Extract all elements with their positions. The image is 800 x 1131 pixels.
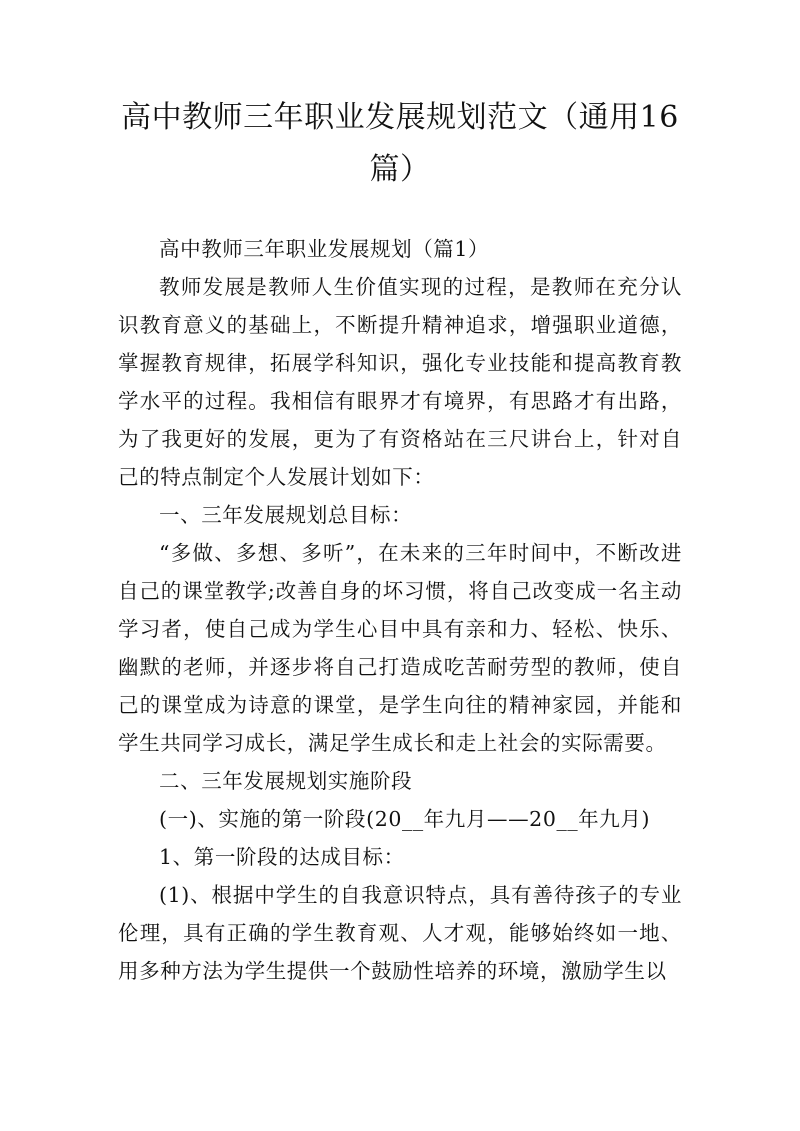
first-stage-goal-item-1: (1)、根据中学生的自我意识特点，具有善待孩子的专业伦理，具有正确的学生教育观、人才观，能够始终如一地、用多种方法为学生提供一个鼓励性培养的环境，激励学生以 [118, 883, 682, 983]
heading-first-stage-goals: 1、第一阶段的达成目标： [159, 845, 405, 869]
heading-overall-goal: 一、三年发展规划总目标： [159, 503, 413, 527]
intro-paragraph: 教师发展是教师人生价值实现的过程，是教师在充分认识教育意义的基础上，不断提升精神追求，增强职业道德，掌握教育规律，拓展学科知识，强化专业技能和提高教育教学水平的过程。我相信有眼界才有境界，有思路才有出路，为了我更好的发展，更为了有资格站在三尺讲台上，针对自己的特点制定个人发展计划如下： [118, 275, 682, 489]
document-title: 高中教师三年职业发展规划范文（通用16篇） [121, 100, 679, 187]
document-body [118, 230, 682, 990]
heading-implementation-stages: 二、三年发展规划实施阶段 [159, 769, 413, 793]
goal-paragraph: “多做、多想、多听”，在未来的三年时间中，不断改进自己的课堂教学;改善自身的坏习惯，将自己改变成一名主动学习者，使自己成为学生心目中具有亲和力、轻松、快乐、幽默的老师，并逐步将自己打造成吃苦耐劳型的教师，使自己的课堂成为诗意的课堂，是学生向往的精神家园，并能和学生共同学习成长，满足学生成长和走上社会的实际需要。 [118, 541, 682, 755]
heading-first-stage: (一)、实施的第一阶段(20__年九月——20__年九月) [159, 807, 651, 831]
section-heading-chapter-1: 高中教师三年职业发展规划（篇1） [159, 237, 490, 261]
